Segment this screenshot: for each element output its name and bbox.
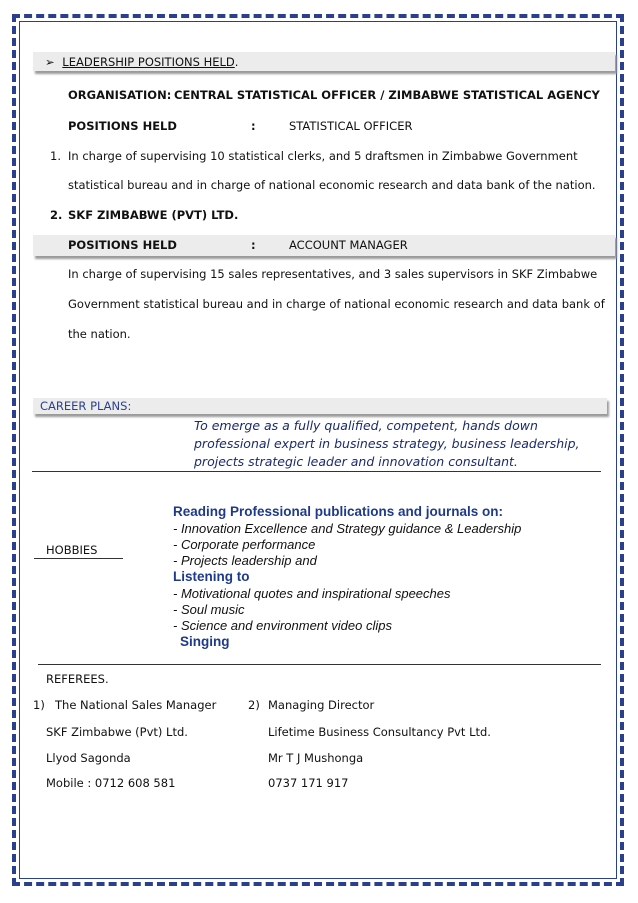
- hobby-listening-item: - Motivational quotes and inspirational speeches: [173, 586, 451, 601]
- career-plans-line-1: To emerge as a fully qualified, competent, hands down: [194, 418, 538, 433]
- item-1-line-1: In charge of supervising 10 statistical clerks, and 5 draftsmen in Zimbabwe Government: [68, 149, 578, 163]
- positions-held-label-2: POSITIONS HELD: [68, 238, 177, 252]
- item-1-number: 1.: [50, 149, 61, 163]
- hobby-reading-item: - Innovation Excellence and Strategy guidance & Leadership: [173, 521, 522, 536]
- referee-2-company: Lifetime Business Consultancy Pvt Ltd.: [268, 725, 491, 739]
- positions-held-colon-1: :: [251, 119, 256, 133]
- positions-held-value-1: STATISTICAL OFFICER: [289, 119, 413, 133]
- hobby-reading-item: - Corporate performance: [173, 537, 316, 552]
- referee-2-phone: 0737 171 917: [268, 776, 349, 790]
- hobby-heading-reading: Reading Professional publications and journals on:: [173, 504, 504, 519]
- item-2-title: SKF ZIMBABWE (PVT) LTD.: [68, 208, 239, 222]
- referee-1-number: 1): [33, 698, 45, 712]
- item-2-line-3: the nation.: [68, 327, 131, 341]
- positions-held-value-2: ACCOUNT MANAGER: [289, 238, 408, 252]
- career-divider: [32, 471, 601, 472]
- item-2-number: 2.: [50, 208, 63, 222]
- organisation-value: CENTRAL STATISTICAL OFFICER / ZIMBABWE STATISTICAL AGENCY: [174, 88, 600, 102]
- referee-1-name: Llyod Sagonda: [46, 751, 131, 765]
- hobby-listening-item: - Soul music: [173, 602, 245, 617]
- hobbies-underline: [34, 558, 123, 559]
- hobbies-divider: [38, 664, 601, 665]
- leadership-heading: ➢ LEADERSHIP POSITIONS HELD.: [45, 55, 239, 69]
- item-1-line-2: statistical bureau and in charge of national economic research and data bank of the nation.: [68, 178, 596, 192]
- bullet-arrow-icon: ➢: [45, 55, 55, 69]
- career-plans-line-3: projects strategic leader and innovation consultant.: [194, 454, 518, 469]
- career-plans-line-2: professional expert in business strategy, business leadership,: [194, 436, 580, 451]
- hobby-heading-singing: Singing: [180, 634, 230, 649]
- referee-2-number: 2): [248, 698, 260, 712]
- hobby-heading-listening: Listening to: [173, 569, 250, 584]
- referee-2-title: Managing Director: [268, 698, 375, 712]
- hobby-listening-item: - Science and environment video clips: [173, 618, 392, 633]
- hobby-reading-item: - Projects leadership and: [173, 553, 317, 568]
- career-plans-label: CAREER PLANS:: [40, 399, 132, 413]
- item-2-line-2: Government statistical bureau and in charge of national economic research and data bank of: [68, 297, 605, 311]
- positions-held-label-1: POSITIONS HELD: [68, 119, 177, 133]
- referees-label: REFEREES.: [46, 672, 109, 686]
- hobbies-label: HOBBIES: [46, 543, 98, 557]
- referee-1-phone: Mobile : 0712 608 581: [46, 776, 176, 790]
- leadership-heading-text: LEADERSHIP POSITIONS HELD: [62, 55, 235, 69]
- positions-held-colon-2: :: [251, 238, 256, 252]
- referee-1-title: The National Sales Manager: [55, 698, 217, 712]
- referee-2-name: Mr T J Mushonga: [268, 751, 364, 765]
- organisation-label: ORGANISATION:: [68, 88, 172, 102]
- referee-1-company: SKF Zimbabwe (Pvt) Ltd.: [46, 725, 188, 739]
- item-2-line-1: In charge of supervising 15 sales representatives, and 3 sales supervisors in SKF Zimbabwe: [68, 267, 598, 281]
